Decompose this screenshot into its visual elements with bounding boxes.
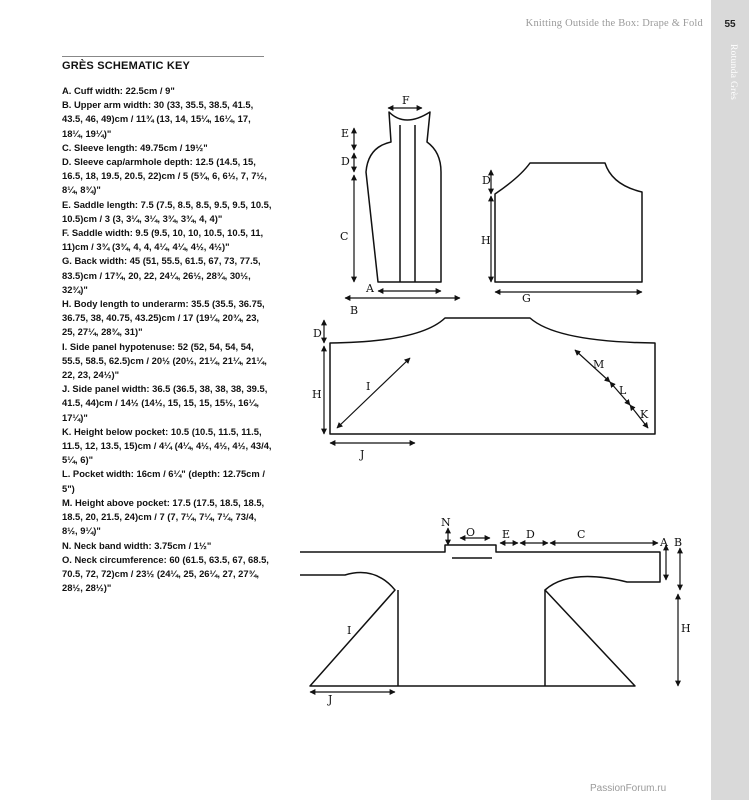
key-item-h: H. Body length to underarm: 35.5 (35.5, 36.75, 36.75, 38, 40.75, 43.25)cm / 17 (19¼, 20¾, 23, 25, 27¼, 28¾, 31)" <box>62 298 265 338</box>
label-e: E <box>341 127 350 140</box>
key-item-b: B. Upper arm width: 30 (33, 35.5, 38.5, 41.5, 43.5, 46, 49)cm / 11¾ (13, 14, 15¼, 16¼, 17, 18¼, 19¼)" <box>62 99 254 139</box>
key-item-m: M. Height above pocket: 17.5 (17.5, 18.5, 18.5, 18.5, 20, 21.5, 24)cm / 7 (7, 7¼, 7¼, 7¼, 73/4, 8½, 9¼)" <box>62 496 265 537</box>
label-a: A <box>366 282 374 295</box>
label-d-back: D <box>482 174 491 187</box>
label-a-lower: A <box>660 536 668 549</box>
key-item-o: O. Neck circumference: 60 (61.5, 63.5, 67, 68.5, 70.5, 72, 72)cm / 23½ (24¼, 25, 26¼, 27, 27¾, 28½, 28½)" <box>62 553 269 594</box>
chapter-title-vertical: Rotunda Grès <box>728 44 738 101</box>
key-item-a: A. Cuff width: 22.5cm / 9" <box>62 85 175 96</box>
label-h-front: H <box>312 388 322 401</box>
watermark: PassionForum.ru <box>590 783 667 794</box>
label-b-lower: B <box>674 536 683 549</box>
label-d-front: D <box>313 327 322 340</box>
label-d-lower: D <box>526 528 535 541</box>
running-head: Knitting Outside the Box: Drape & Fold <box>525 18 703 29</box>
label-c-lower: C <box>577 528 586 541</box>
label-m: M <box>593 358 605 371</box>
label-h-back: H <box>481 234 491 247</box>
page-sidebar-tab <box>711 0 749 800</box>
key-item-c: C. Sleeve length: 49.75cm / 19½" <box>62 141 208 153</box>
key-item-e: E. Saddle length: 7.5 (7.5, 8.5, 8.5, 9.5, 9.5, 10.5, 10.5)cm / 3 (3, 3¼, 3¼, 3¾, 3¾, 4, 4)" <box>62 198 272 224</box>
label-o: O <box>466 526 476 539</box>
key-divider <box>62 56 264 57</box>
front-piece-outline <box>330 318 655 434</box>
key-list <box>62 84 272 595</box>
page-number: 55 <box>724 19 736 30</box>
label-n: N <box>441 516 451 529</box>
key-item-i: I. Side panel hypotenuse: 52 (52, 54, 54, 54, 55.5, 58.5, 62.5)cm / 20½ (20½, 21¼, 21¼, 21¼, 22, 23, 24½)" <box>62 340 267 381</box>
key-item-j: J. Side panel width: 36.5 (36.5, 38, 38, 38, 39.5, 41.5, 44)cm / 14½ (14½, 15, 15, 15, 15½, 16¼, 17¼)" <box>62 383 268 423</box>
back-piece-outline <box>495 163 642 282</box>
key-item-l: L. Pocket width: 16cm / 6¼" (depth: 12.75cm / 5") <box>62 468 265 494</box>
assembled-schematic-outline <box>300 545 660 686</box>
label-g: G <box>522 292 531 305</box>
label-k: K <box>640 408 649 421</box>
key-item-d: D. Sleeve cap/armhole depth: 12.5 (14.5, 15, 16.5, 18, 19.5, 20.5, 22)cm / 5 (5¾, 6, 6½, 7, 7½, 8¼, 8¾)" <box>62 156 267 196</box>
label-d: D <box>341 155 350 168</box>
label-i-lower: I <box>347 624 352 637</box>
key-item-g: G. Back width: 45 (51, 55.5, 61.5, 67, 73, 77.5, 83.5)cm / 17¾, 20, 22, 24¼, 26½, 28¾, 30½, 32¾)" <box>62 255 261 295</box>
key-item-f: F. Saddle width: 9.5 (9.5, 10, 10, 10.5, 10.5, 11, 11)cm / 3¾ (3¾, 4, 4, 4¼, 4¼, 4½, 4½)" <box>62 227 264 253</box>
key-title: GRÈS SCHEMATIC KEY <box>62 60 191 72</box>
key-item-k: K. Height below pocket: 10.5 (10.5, 11.5, 11.5, 11.5, 12, 13.5, 15)cm / 4¼ (4¼, 4½, 4½, 4½, 43/4, 5¼, 6)" <box>62 425 272 466</box>
label-i: I <box>366 380 371 393</box>
label-c: C <box>340 230 349 243</box>
schematic-diagram <box>300 95 705 715</box>
sleeve-outline <box>366 112 441 282</box>
key-item-n: N. Neck band width: 3.75cm / 1½" <box>62 539 212 551</box>
label-e-lower: E <box>502 528 511 541</box>
label-h-lower: H <box>681 622 691 635</box>
label-f: F <box>402 95 410 107</box>
label-j-lower: J <box>328 693 333 706</box>
label-l: L <box>619 384 627 397</box>
label-j: J <box>360 448 365 461</box>
label-b: B <box>350 304 359 317</box>
